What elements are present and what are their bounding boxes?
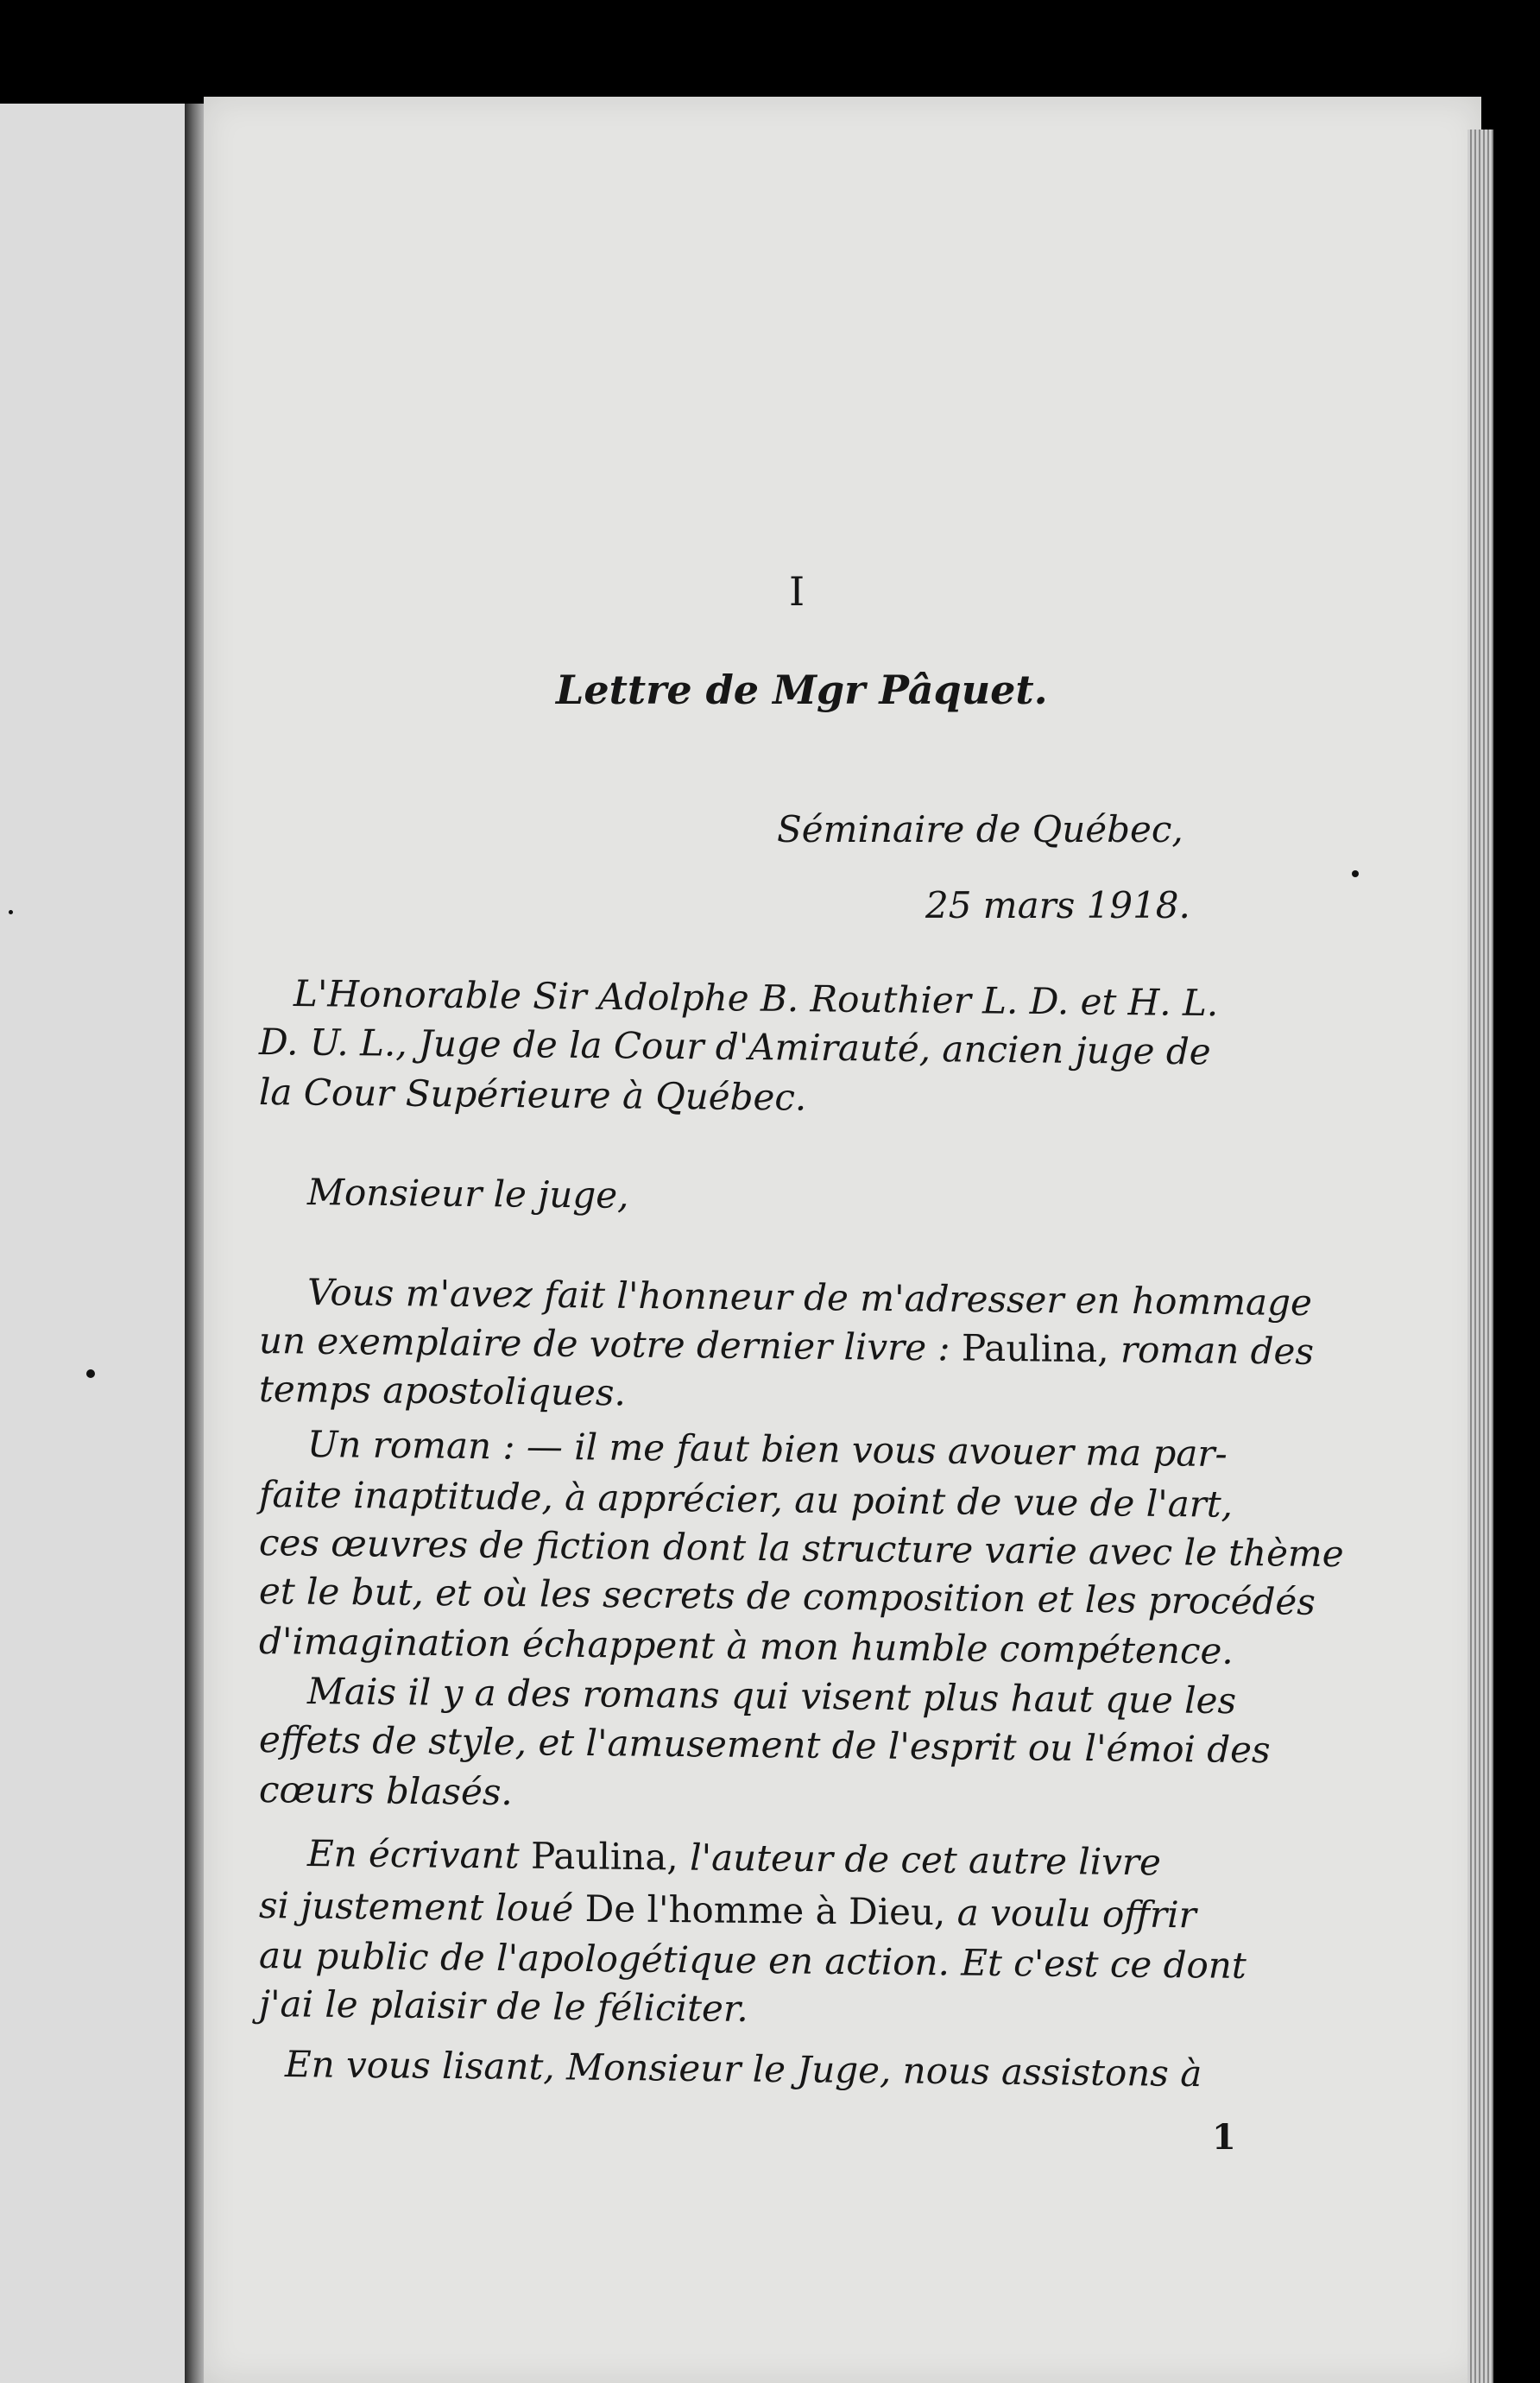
line-text: D. U. L., Juge de la Cour d'Amirauté, ancien juge de — [258, 1021, 1211, 1073]
body-line — [258, 1021, 1278, 1073]
body-line — [258, 1718, 1278, 1772]
body-line — [284, 2043, 1303, 2095]
body-line — [306, 1271, 1326, 1324]
book-title-text: Paulina, — [530, 1834, 679, 1879]
body-line — [258, 1570, 1316, 1623]
line-text: L'Honorable Sir Adolphe B. Routhier L. D. et H. L. — [293, 972, 1219, 1025]
letter-date: 25 mars 1918. — [925, 884, 1190, 926]
book-title-text: De l'homme à Dieu, — [584, 1887, 946, 1934]
body-line — [258, 1884, 1278, 1937]
line-text: un exemplaire de votre dernier livre : — [258, 1319, 962, 1369]
line-text: au public de l'apologétique en action. Et c'est ce dont — [258, 1934, 1247, 1987]
line-text: a voulu offrir — [945, 1891, 1196, 1937]
line-text: et le but, et où les secrets de composition et les procédés — [258, 1570, 1316, 1623]
line-text: effets de style, et l'amusement de l'esprit ou l'émoi des — [258, 1718, 1271, 1772]
body-line — [258, 1934, 1278, 1987]
line-text: cœurs blasés. — [258, 1768, 514, 1814]
book-title-text: Paulina, — [961, 1326, 1109, 1371]
line-text: d'imagination échappent à mon humble compétence. — [258, 1620, 1234, 1672]
line-text: si justement loué — [258, 1884, 585, 1930]
body-line — [258, 1473, 1278, 1526]
body-line — [293, 972, 1312, 1025]
line-text: Vous m'avez fait l'honneur de m'adresser en hommage — [306, 1271, 1313, 1324]
line-text: Mais il y a des romans qui visent plus haut que les — [306, 1670, 1237, 1722]
chapter-number: I — [789, 568, 805, 615]
line-text: faite inaptitude, à apprécier, au point de vue de l'art, — [258, 1473, 1234, 1526]
scan-speck — [86, 1369, 95, 1378]
line-text: l'auteur de cet autre livre — [678, 1836, 1162, 1884]
letter-place: Séminaire de Québec, — [777, 808, 1183, 850]
book-gutter — [185, 104, 205, 2383]
line-text: la Cour Supérieure à Québec. — [258, 1071, 807, 1119]
body-line — [258, 1620, 1278, 1672]
scan-speck — [9, 910, 13, 914]
line-text: j'ai le plaisir de le féliciter. — [258, 1982, 748, 2030]
line-text: En vous lisant, Monsieur le Juge, nous assistons à — [284, 2043, 1202, 2095]
line-text: En écrivant — [306, 1832, 532, 1877]
body-line — [306, 1423, 1326, 1476]
letter-title: Lettre de Mgr Pâquet. — [556, 667, 1048, 713]
body-line — [306, 1670, 1326, 1722]
body-line — [258, 1521, 1344, 1576]
line-text: Monsieur le juge, — [306, 1171, 629, 1217]
body-line — [258, 1319, 1315, 1373]
line-text: ces œuvres de fiction dont la structure varie avec le thème — [258, 1521, 1344, 1576]
book-page — [204, 97, 1481, 2383]
page-edge-lines — [1467, 130, 1493, 2383]
line-text: Un roman : — il me faut bien vous avouer ma par- — [306, 1423, 1228, 1476]
scan-speck — [1352, 870, 1359, 877]
previous-page-edge — [0, 104, 185, 2383]
line-text: roman des — [1108, 1328, 1315, 1373]
line-text: temps apostoliques. — [258, 1368, 627, 1414]
page-number: 1 — [1212, 2117, 1236, 2158]
